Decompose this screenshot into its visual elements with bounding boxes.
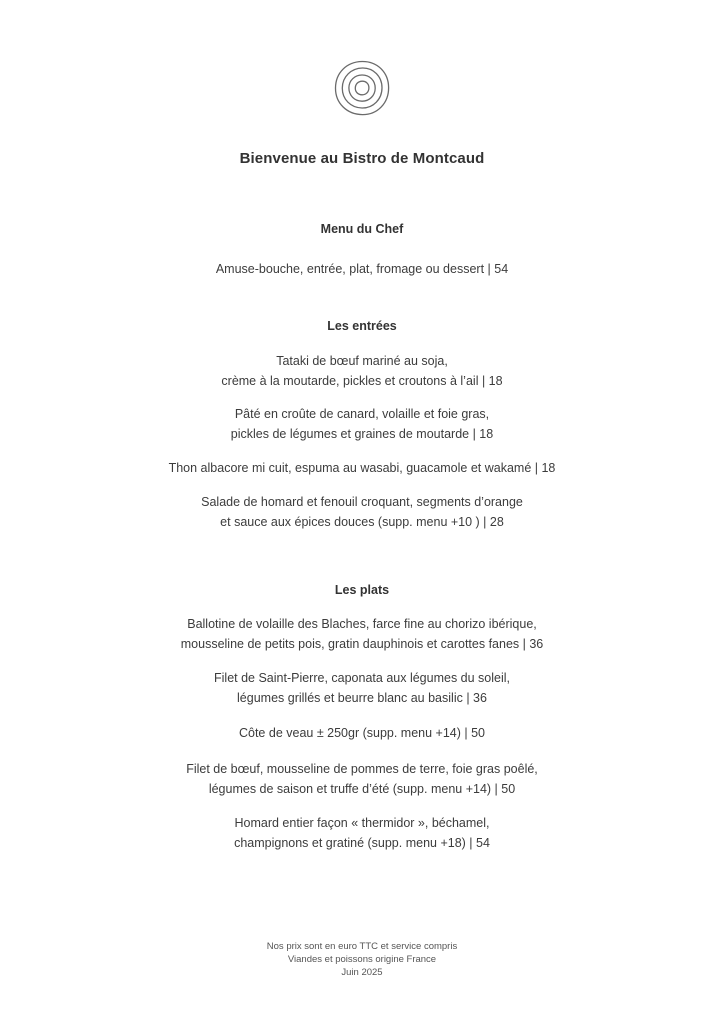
footer-line: Juin 2025	[341, 967, 383, 978]
dish-line: crème à la moutarde, pickles et croutons à l’ail | 18	[221, 374, 503, 388]
dish-item	[0, 813, 724, 853]
dish-line: Filet de bœuf, mousseline de pommes de terre, foie gras poêlé,	[186, 762, 538, 776]
dish-line: mousseline de petits pois, gratin dauphinois et carottes fanes | 36	[180, 637, 544, 651]
dish-line: Pâté en croûte de canard, volaille et foie gras,	[234, 407, 490, 421]
dish-line: Tataki de bœuf mariné au soja,	[276, 354, 448, 368]
concentric-circles-icon	[332, 58, 392, 118]
page-title: Bienvenue au Bistro de Montcaud	[239, 150, 485, 167]
dish-item	[0, 759, 724, 799]
dish-line: Ballotine de volaille des Blaches, farce fine au chorizo ibérique,	[187, 617, 537, 631]
dish-line: légumes grillés et beurre blanc au basilic | 36	[237, 691, 487, 705]
dish-line: Salade de homard et fenouil croquant, segments d’orange	[201, 495, 523, 509]
dish-line: et sauce aux épices douces (supp. menu +10 ) | 28	[220, 515, 504, 529]
section-heading-plats: Les plats	[334, 583, 390, 597]
footer-notes	[0, 940, 724, 979]
menu-du-chef-description: Amuse-bouche, entrée, plat, fromage ou dessert | 54	[215, 262, 509, 276]
dish-item	[0, 458, 724, 478]
dish-item	[0, 404, 724, 444]
dish-line: champignons et gratiné (supp. menu +18) | 54	[234, 836, 490, 850]
dish-line: Filet de Saint-Pierre, caponata aux légumes du soleil,	[214, 671, 510, 685]
dish-line: pickles de légumes et graines de moutarde | 18	[230, 427, 494, 441]
footer-line: Nos prix sont en euro TTC et service compris	[266, 941, 458, 952]
section-heading-menu-du-chef: Menu du Chef	[320, 222, 404, 236]
footer-line: Viandes et poissons origine France	[287, 954, 437, 965]
section-heading-entrees: Les entrées	[327, 319, 397, 333]
dish-line: Côte de veau ± 250gr (supp. menu +14) | 50	[238, 726, 486, 740]
dish-line: Thon albacore mi cuit, espuma au wasabi, guacamole et wakamé | 18	[168, 461, 556, 475]
dish-line: légumes de saison et truffe d’été (supp. menu +14) | 50	[208, 782, 516, 796]
dish-item	[0, 614, 724, 654]
dish-item	[0, 668, 724, 708]
dish-item	[0, 723, 724, 743]
dish-item	[0, 492, 724, 532]
dish-item	[0, 351, 724, 391]
dish-line: Homard entier façon « thermidor », béchamel,	[234, 816, 490, 830]
